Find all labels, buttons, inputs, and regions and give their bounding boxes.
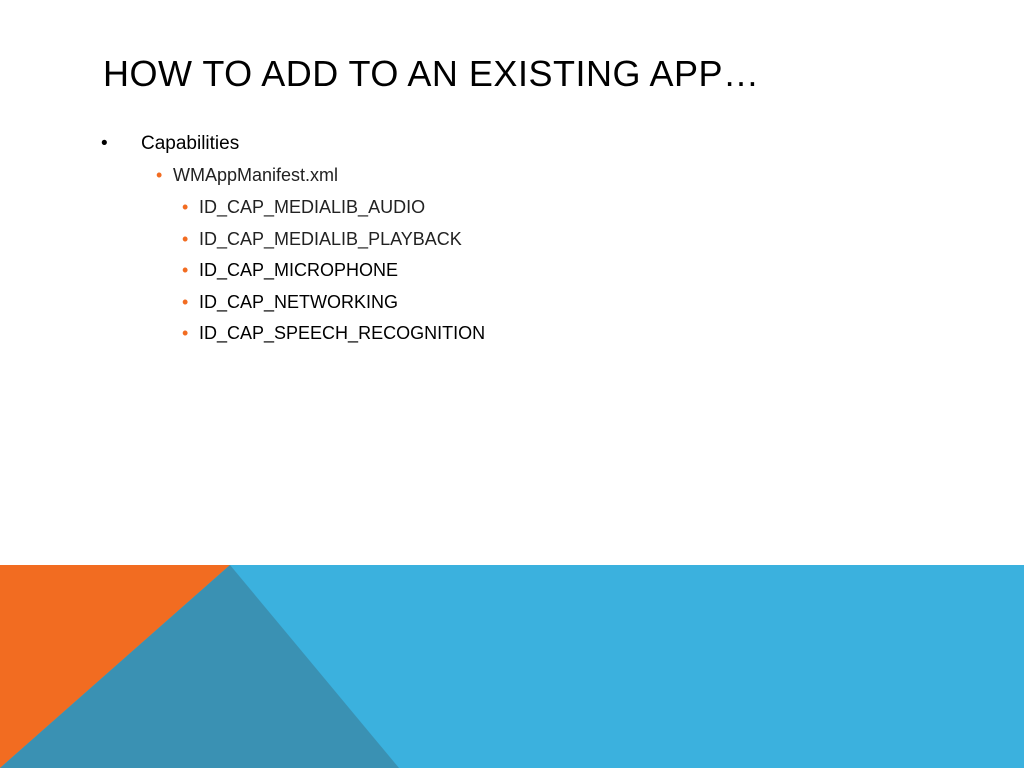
bullet-marker: • [182,323,189,343]
bullet-text: ID_CAP_MICROPHONE [199,260,399,280]
bullet-text: ID_CAP_MEDIALIB_AUDIO [199,197,426,217]
bullet-marker: • [182,260,189,280]
bullet-text: ID_CAP_NETWORKING [199,292,399,312]
footer-decoration [0,565,1024,768]
bullet-marker: • [182,292,189,312]
bullet-marker: • [182,229,189,249]
bullet-text: WMAppManifest.xml [173,165,339,185]
bullet-marker: • [101,133,108,154]
bullet-marker: • [156,165,163,185]
bullet-marker: • [182,197,189,217]
bullet-text: ID_CAP_SPEECH_RECOGNITION [199,323,486,343]
bullet-text: Capabilities [141,133,240,154]
slide-title: HOW TO ADD TO AN EXISTING APP… [103,53,760,94]
bullet-text: ID_CAP_MEDIALIB_PLAYBACK [199,229,462,249]
